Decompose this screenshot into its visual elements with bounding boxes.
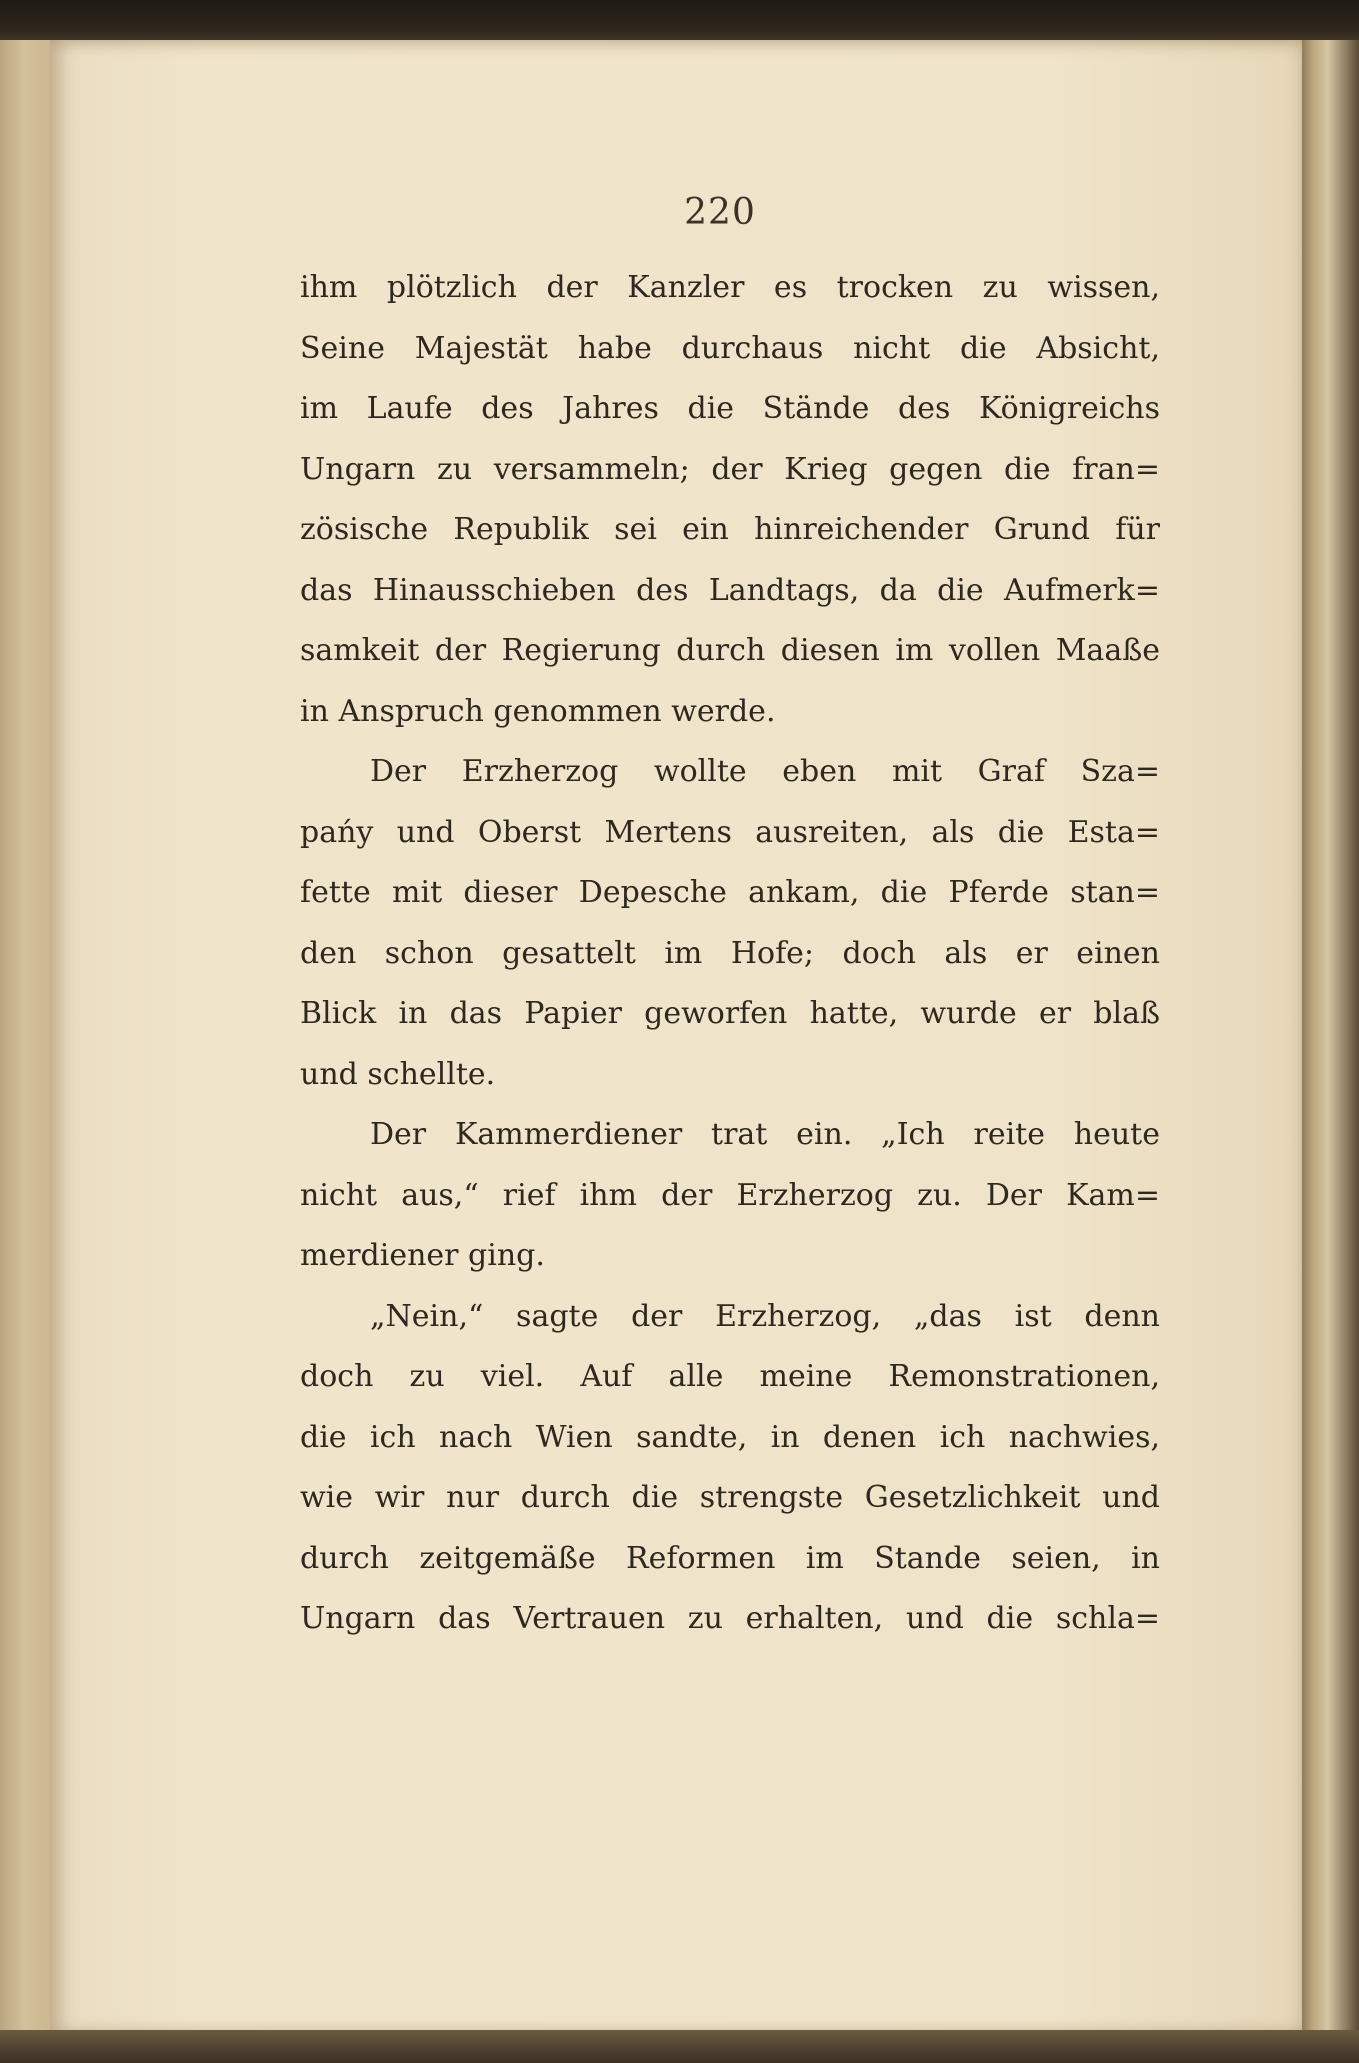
text-line: Ungarn zu versammeln; der Krieg gegen die fran= bbox=[300, 451, 1160, 487]
text-line: pańy und Oberst Mertens ausreiten, als die Esta= bbox=[300, 814, 1160, 850]
text-line: den schon gesattelt im Hofe; doch als er einen bbox=[300, 935, 1160, 971]
text-line: Ungarn das Vertrauen zu erhalten, und die schla= bbox=[300, 1601, 1160, 1636]
text-line: doch zu viel. Auf alle meine Remonstrationen, bbox=[300, 1359, 1160, 1394]
text-line: durch zeitgemäße Reformen im Stande seien, in bbox=[300, 1540, 1160, 1576]
body-text bbox=[300, 258, 1160, 1650]
text-line: das Hinausschieben des Landtags, da die Aufmerk= bbox=[300, 572, 1160, 608]
text-line: ihm plötzlich der Kanzler es trocken zu wissen, bbox=[300, 270, 1160, 305]
text-line: und schellte. bbox=[300, 1056, 496, 1092]
text-line: Seine Majestät habe durchaus nicht die Absicht, bbox=[300, 330, 1160, 366]
text-line: im Laufe des Jahres die Stände des Königreichs bbox=[300, 391, 1160, 426]
page-number: 220 bbox=[684, 192, 756, 233]
text-line: merdiener ging. bbox=[300, 1238, 545, 1273]
text-line: Der Erzherzog wollte eben mit Graf Sza= bbox=[370, 754, 1160, 789]
text-line: samkeit der Regierung durch diesen im vollen Maaße bbox=[300, 633, 1160, 668]
text-line: in Anspruch genommen werde. bbox=[300, 693, 776, 729]
text-line: Blick in das Papier geworfen hatte, wurde er blaß bbox=[300, 996, 1160, 1031]
text-line: die ich nach Wien sandte, in denen ich nachwies, bbox=[300, 1419, 1160, 1455]
text-line: wie wir nur durch die strengste Gesetzlichkeit und bbox=[300, 1480, 1160, 1515]
book-fore-edge bbox=[1302, 40, 1359, 2063]
text-line: nicht aus,“ rief ihm der Erzherzog zu. Der Kam= bbox=[300, 1177, 1160, 1213]
text-line: „Nein,“ sagte der Erzherzog, „das ist denn bbox=[370, 1298, 1160, 1334]
book-bottom-edge bbox=[0, 2030, 1359, 2063]
text-line: Der Kammerdiener trat ein. „Ich reite heute bbox=[370, 1117, 1160, 1152]
text-line: fette mit dieser Depesche ankam, die Pferde stan= bbox=[300, 875, 1160, 910]
text-line: zösische Republik sei ein hinreichender Grund für bbox=[300, 512, 1160, 547]
